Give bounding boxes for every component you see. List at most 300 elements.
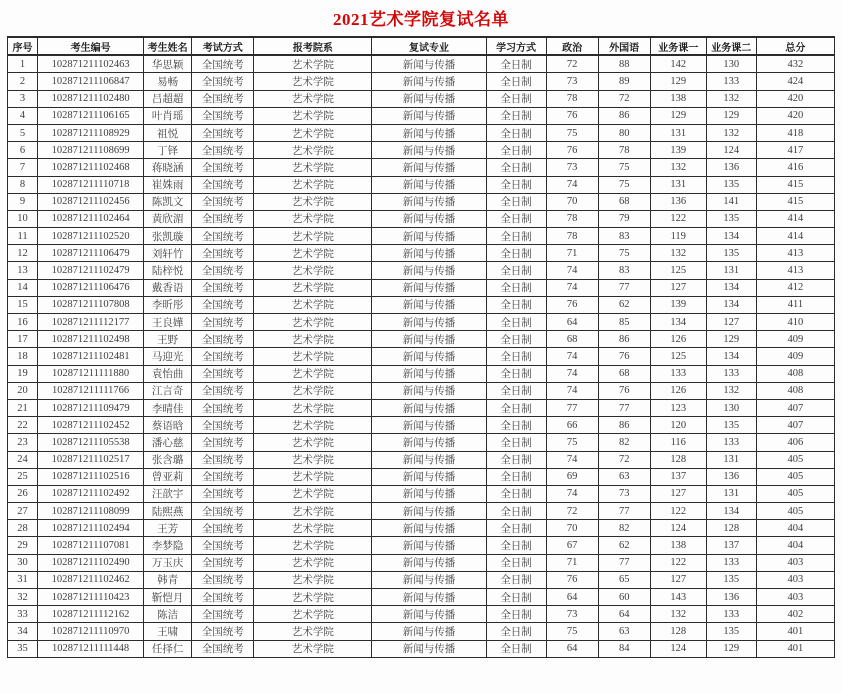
cell-total-score: 403 xyxy=(756,554,834,571)
cell-foreign-language-score: 89 xyxy=(598,73,650,90)
cell-candidate-id: 102871211110718 xyxy=(38,176,144,193)
cell-course-one-score: 127 xyxy=(650,485,706,502)
cell-department: 艺术学院 xyxy=(254,503,372,520)
cell-candidate-name: 刘轩竹 xyxy=(144,245,192,262)
cell-exam-method: 全国统考 xyxy=(192,365,254,382)
cell-course-one-score: 139 xyxy=(650,142,706,159)
cell-exam-method: 全国统考 xyxy=(192,245,254,262)
cell-candidate-name: 黄欣湄 xyxy=(144,210,192,227)
cell-study-mode: 全日制 xyxy=(486,434,546,451)
cell-foreign-language-score: 77 xyxy=(598,554,650,571)
cell-department: 艺术学院 xyxy=(254,193,372,210)
cell-retest-major: 新闻与传播 xyxy=(372,451,486,468)
cell-politics-score: 72 xyxy=(546,503,598,520)
cell-candidate-name: 王野 xyxy=(144,331,192,348)
table-row xyxy=(8,640,835,657)
cell-retest-major: 新闻与传播 xyxy=(372,262,486,279)
cell-retest-major: 新闻与传播 xyxy=(372,142,486,159)
cell-exam-method: 全国统考 xyxy=(192,262,254,279)
cell-seq: 29 xyxy=(8,537,38,554)
cell-foreign-language-score: 68 xyxy=(598,365,650,382)
table-row xyxy=(8,90,835,107)
cell-retest-major: 新闻与传播 xyxy=(372,193,486,210)
cell-candidate-id: 102871211102462 xyxy=(38,571,144,588)
column-header-course-one-score: 业务课一 xyxy=(650,37,706,55)
cell-total-score: 415 xyxy=(756,193,834,210)
cell-politics-score: 64 xyxy=(546,314,598,331)
cell-candidate-id: 102871211112177 xyxy=(38,314,144,331)
cell-seq: 11 xyxy=(8,228,38,245)
cell-department: 艺术学院 xyxy=(254,485,372,502)
cell-candidate-id: 102871211111880 xyxy=(38,365,144,382)
cell-candidate-name: 靳恺月 xyxy=(144,589,192,606)
cell-foreign-language-score: 73 xyxy=(598,485,650,502)
cell-candidate-name: 陈凯文 xyxy=(144,193,192,210)
cell-study-mode: 全日制 xyxy=(486,382,546,399)
cell-course-one-score: 128 xyxy=(650,623,706,640)
cell-candidate-name: 袁怡曲 xyxy=(144,365,192,382)
cell-retest-major: 新闻与传播 xyxy=(372,554,486,571)
cell-department: 艺术学院 xyxy=(254,142,372,159)
cell-politics-score: 64 xyxy=(546,589,598,606)
cell-total-score: 412 xyxy=(756,279,834,296)
cell-total-score: 405 xyxy=(756,451,834,468)
cell-exam-method: 全国统考 xyxy=(192,90,254,107)
cell-politics-score: 78 xyxy=(546,90,598,107)
cell-exam-method: 全国统考 xyxy=(192,399,254,416)
cell-course-one-score: 142 xyxy=(650,55,706,73)
cell-course-one-score: 116 xyxy=(650,434,706,451)
cell-course-two-score: 130 xyxy=(706,55,756,73)
cell-candidate-id: 102871211102481 xyxy=(38,348,144,365)
cell-course-two-score: 132 xyxy=(706,124,756,141)
cell-department: 艺术学院 xyxy=(254,159,372,176)
cell-politics-score: 74 xyxy=(546,176,598,193)
cell-candidate-name: 江言奇 xyxy=(144,382,192,399)
cell-retest-major: 新闻与传播 xyxy=(372,417,486,434)
table-row xyxy=(8,365,835,382)
cell-department: 艺术学院 xyxy=(254,571,372,588)
cell-politics-score: 67 xyxy=(546,537,598,554)
cell-foreign-language-score: 65 xyxy=(598,571,650,588)
cell-foreign-language-score: 78 xyxy=(598,142,650,159)
table-row xyxy=(8,606,835,623)
cell-candidate-name: 陆梓悦 xyxy=(144,262,192,279)
cell-seq: 33 xyxy=(8,606,38,623)
cell-seq: 24 xyxy=(8,451,38,468)
cell-retest-major: 新闻与传播 xyxy=(372,606,486,623)
cell-candidate-id: 102871211107808 xyxy=(38,296,144,313)
cell-seq: 28 xyxy=(8,520,38,537)
cell-study-mode: 全日制 xyxy=(486,245,546,262)
cell-retest-major: 新闻与传播 xyxy=(372,348,486,365)
cell-study-mode: 全日制 xyxy=(486,485,546,502)
cell-course-one-score: 137 xyxy=(650,468,706,485)
table-row xyxy=(8,589,835,606)
table-row xyxy=(8,451,835,468)
cell-department: 艺术学院 xyxy=(254,451,372,468)
cell-candidate-id: 102871211110970 xyxy=(38,623,144,640)
cell-foreign-language-score: 72 xyxy=(598,451,650,468)
cell-candidate-name: 潘心慈 xyxy=(144,434,192,451)
cell-study-mode: 全日制 xyxy=(486,142,546,159)
cell-retest-major: 新闻与传播 xyxy=(372,537,486,554)
cell-study-mode: 全日制 xyxy=(486,73,546,90)
cell-course-two-score: 133 xyxy=(706,365,756,382)
table-row xyxy=(8,382,835,399)
cell-study-mode: 全日制 xyxy=(486,589,546,606)
cell-candidate-id: 102871211106476 xyxy=(38,279,144,296)
cell-exam-method: 全国统考 xyxy=(192,417,254,434)
cell-retest-major: 新闻与传播 xyxy=(372,296,486,313)
cell-exam-method: 全国统考 xyxy=(192,228,254,245)
cell-retest-major: 新闻与传播 xyxy=(372,73,486,90)
cell-study-mode: 全日制 xyxy=(486,399,546,416)
cell-total-score: 417 xyxy=(756,142,834,159)
cell-course-two-score: 131 xyxy=(706,451,756,468)
cell-exam-method: 全国统考 xyxy=(192,73,254,90)
cell-retest-major: 新闻与传播 xyxy=(372,640,486,657)
cell-department: 艺术学院 xyxy=(254,245,372,262)
cell-course-two-score: 129 xyxy=(706,331,756,348)
cell-politics-score: 68 xyxy=(546,331,598,348)
cell-exam-method: 全国统考 xyxy=(192,210,254,227)
cell-retest-major: 新闻与传播 xyxy=(372,176,486,193)
cell-course-one-score: 122 xyxy=(650,210,706,227)
cell-foreign-language-score: 77 xyxy=(598,399,650,416)
cell-candidate-id: 102871211109479 xyxy=(38,399,144,416)
table-row xyxy=(8,245,835,262)
cell-course-two-score: 132 xyxy=(706,382,756,399)
cell-candidate-name: 王啸 xyxy=(144,623,192,640)
cell-course-two-score: 130 xyxy=(706,399,756,416)
cell-seq: 7 xyxy=(8,159,38,176)
cell-course-one-score: 129 xyxy=(650,107,706,124)
cell-retest-major: 新闻与传播 xyxy=(372,382,486,399)
cell-candidate-name: 马迎光 xyxy=(144,348,192,365)
cell-politics-score: 69 xyxy=(546,468,598,485)
cell-seq: 25 xyxy=(8,468,38,485)
cell-foreign-language-score: 86 xyxy=(598,331,650,348)
cell-total-score: 407 xyxy=(756,399,834,416)
cell-study-mode: 全日制 xyxy=(486,468,546,485)
table-row xyxy=(8,279,835,296)
retest-roster-table xyxy=(7,36,835,658)
cell-department: 艺术学院 xyxy=(254,331,372,348)
cell-seq: 2 xyxy=(8,73,38,90)
cell-department: 艺术学院 xyxy=(254,348,372,365)
cell-exam-method: 全国统考 xyxy=(192,485,254,502)
cell-politics-score: 75 xyxy=(546,434,598,451)
cell-study-mode: 全日制 xyxy=(486,296,546,313)
cell-candidate-id: 102871211108099 xyxy=(38,503,144,520)
cell-candidate-name: 陆熙燕 xyxy=(144,503,192,520)
cell-foreign-language-score: 75 xyxy=(598,159,650,176)
cell-foreign-language-score: 77 xyxy=(598,279,650,296)
cell-course-two-score: 124 xyxy=(706,142,756,159)
cell-candidate-id: 102871211105538 xyxy=(38,434,144,451)
cell-politics-score: 70 xyxy=(546,520,598,537)
cell-total-score: 411 xyxy=(756,296,834,313)
cell-exam-method: 全国统考 xyxy=(192,468,254,485)
cell-study-mode: 全日制 xyxy=(486,640,546,657)
cell-department: 艺术学院 xyxy=(254,210,372,227)
cell-retest-major: 新闻与传播 xyxy=(372,90,486,107)
cell-candidate-id: 102871211102452 xyxy=(38,417,144,434)
cell-total-score: 409 xyxy=(756,348,834,365)
cell-politics-score: 74 xyxy=(546,365,598,382)
cell-course-one-score: 122 xyxy=(650,554,706,571)
cell-exam-method: 全国统考 xyxy=(192,331,254,348)
cell-course-two-score: 135 xyxy=(706,623,756,640)
table-row xyxy=(8,55,835,73)
cell-politics-score: 72 xyxy=(546,55,598,73)
cell-foreign-language-score: 79 xyxy=(598,210,650,227)
cell-total-score: 405 xyxy=(756,485,834,502)
cell-total-score: 401 xyxy=(756,623,834,640)
cell-foreign-language-score: 84 xyxy=(598,640,650,657)
cell-politics-score: 76 xyxy=(546,296,598,313)
table-row xyxy=(8,417,835,434)
cell-department: 艺术学院 xyxy=(254,90,372,107)
cell-politics-score: 77 xyxy=(546,399,598,416)
cell-foreign-language-score: 86 xyxy=(598,417,650,434)
column-header-retest-major: 复试专业 xyxy=(372,37,486,55)
cell-seq: 1 xyxy=(8,55,38,73)
cell-seq: 31 xyxy=(8,571,38,588)
cell-course-one-score: 131 xyxy=(650,176,706,193)
cell-course-one-score: 138 xyxy=(650,537,706,554)
cell-candidate-name: 戴香语 xyxy=(144,279,192,296)
cell-candidate-id: 102871211102494 xyxy=(38,520,144,537)
cell-foreign-language-score: 83 xyxy=(598,262,650,279)
table-row xyxy=(8,314,835,331)
cell-exam-method: 全国统考 xyxy=(192,520,254,537)
cell-foreign-language-score: 68 xyxy=(598,193,650,210)
cell-seq: 30 xyxy=(8,554,38,571)
cell-department: 艺术学院 xyxy=(254,228,372,245)
cell-department: 艺术学院 xyxy=(254,606,372,623)
cell-seq: 32 xyxy=(8,589,38,606)
cell-retest-major: 新闻与传播 xyxy=(372,124,486,141)
cell-seq: 26 xyxy=(8,485,38,502)
cell-total-score: 407 xyxy=(756,417,834,434)
cell-politics-score: 71 xyxy=(546,554,598,571)
cell-exam-method: 全国统考 xyxy=(192,348,254,365)
cell-department: 艺术学院 xyxy=(254,537,372,554)
cell-course-one-score: 133 xyxy=(650,365,706,382)
cell-politics-score: 78 xyxy=(546,228,598,245)
cell-course-one-score: 131 xyxy=(650,124,706,141)
column-header-candidate-name: 考生姓名 xyxy=(144,37,192,55)
cell-course-one-score: 132 xyxy=(650,159,706,176)
cell-politics-score: 78 xyxy=(546,210,598,227)
cell-candidate-id: 102871211108929 xyxy=(38,124,144,141)
cell-course-one-score: 124 xyxy=(650,520,706,537)
cell-course-one-score: 120 xyxy=(650,417,706,434)
cell-candidate-id: 102871211111448 xyxy=(38,640,144,657)
cell-department: 艺术学院 xyxy=(254,382,372,399)
cell-course-two-score: 134 xyxy=(706,279,756,296)
cell-course-two-score: 133 xyxy=(706,606,756,623)
cell-seq: 14 xyxy=(8,279,38,296)
cell-seq: 19 xyxy=(8,365,38,382)
cell-department: 艺术学院 xyxy=(254,640,372,657)
cell-candidate-name: 韩青 xyxy=(144,571,192,588)
table-row xyxy=(8,296,835,313)
cell-retest-major: 新闻与传播 xyxy=(372,55,486,73)
cell-course-one-score: 134 xyxy=(650,314,706,331)
cell-course-two-score: 136 xyxy=(706,468,756,485)
cell-course-two-score: 135 xyxy=(706,571,756,588)
cell-candidate-name: 华思颖 xyxy=(144,55,192,73)
cell-course-two-score: 133 xyxy=(706,73,756,90)
cell-exam-method: 全国统考 xyxy=(192,451,254,468)
cell-seq: 10 xyxy=(8,210,38,227)
cell-department: 艺术学院 xyxy=(254,589,372,606)
cell-course-two-score: 129 xyxy=(706,640,756,657)
cell-course-two-score: 134 xyxy=(706,228,756,245)
cell-department: 艺术学院 xyxy=(254,520,372,537)
cell-politics-score: 74 xyxy=(546,279,598,296)
cell-exam-method: 全国统考 xyxy=(192,279,254,296)
cell-exam-method: 全国统考 xyxy=(192,107,254,124)
cell-foreign-language-score: 75 xyxy=(598,245,650,262)
cell-course-two-score: 134 xyxy=(706,296,756,313)
cell-seq: 16 xyxy=(8,314,38,331)
cell-course-two-score: 137 xyxy=(706,537,756,554)
cell-course-two-score: 135 xyxy=(706,176,756,193)
cell-total-score: 432 xyxy=(756,55,834,73)
cell-study-mode: 全日制 xyxy=(486,451,546,468)
cell-politics-score: 73 xyxy=(546,606,598,623)
cell-department: 艺术学院 xyxy=(254,279,372,296)
cell-course-two-score: 135 xyxy=(706,417,756,434)
cell-course-two-score: 135 xyxy=(706,245,756,262)
cell-course-one-score: 124 xyxy=(650,640,706,657)
cell-seq: 20 xyxy=(8,382,38,399)
cell-foreign-language-score: 88 xyxy=(598,55,650,73)
cell-study-mode: 全日制 xyxy=(486,314,546,331)
cell-total-score: 401 xyxy=(756,640,834,657)
cell-department: 艺术学院 xyxy=(254,399,372,416)
cell-total-score: 415 xyxy=(756,176,834,193)
cell-study-mode: 全日制 xyxy=(486,176,546,193)
cell-study-mode: 全日制 xyxy=(486,262,546,279)
cell-exam-method: 全国统考 xyxy=(192,193,254,210)
cell-candidate-id: 102871211102517 xyxy=(38,451,144,468)
cell-candidate-id: 102871211106847 xyxy=(38,73,144,90)
cell-total-score: 402 xyxy=(756,606,834,623)
cell-total-score: 413 xyxy=(756,262,834,279)
cell-study-mode: 全日制 xyxy=(486,159,546,176)
cell-candidate-id: 102871211102479 xyxy=(38,262,144,279)
table-row xyxy=(8,399,835,416)
cell-retest-major: 新闻与传播 xyxy=(372,228,486,245)
column-header-study-mode: 学习方式 xyxy=(486,37,546,55)
cell-course-one-score: 126 xyxy=(650,331,706,348)
cell-foreign-language-score: 80 xyxy=(598,124,650,141)
cell-study-mode: 全日制 xyxy=(486,554,546,571)
cell-study-mode: 全日制 xyxy=(486,537,546,554)
cell-foreign-language-score: 63 xyxy=(598,468,650,485)
cell-foreign-language-score: 76 xyxy=(598,348,650,365)
column-header-candidate-id: 考生编号 xyxy=(38,37,144,55)
cell-study-mode: 全日制 xyxy=(486,365,546,382)
cell-course-one-score: 143 xyxy=(650,589,706,606)
cell-candidate-name: 蒋晓涵 xyxy=(144,159,192,176)
cell-total-score: 410 xyxy=(756,314,834,331)
cell-seq: 35 xyxy=(8,640,38,657)
cell-candidate-name: 曾亚莉 xyxy=(144,468,192,485)
cell-study-mode: 全日制 xyxy=(486,348,546,365)
cell-seq: 22 xyxy=(8,417,38,434)
cell-candidate-id: 102871211102516 xyxy=(38,468,144,485)
cell-course-one-score: 127 xyxy=(650,571,706,588)
cell-candidate-name: 李晴佳 xyxy=(144,399,192,416)
cell-candidate-id: 102871211111766 xyxy=(38,382,144,399)
cell-seq: 23 xyxy=(8,434,38,451)
cell-study-mode: 全日制 xyxy=(486,417,546,434)
cell-retest-major: 新闻与传播 xyxy=(372,520,486,537)
column-header-politics-score: 政治 xyxy=(546,37,598,55)
cell-exam-method: 全国统考 xyxy=(192,537,254,554)
cell-exam-method: 全国统考 xyxy=(192,589,254,606)
cell-course-two-score: 127 xyxy=(706,314,756,331)
cell-department: 艺术学院 xyxy=(254,468,372,485)
cell-study-mode: 全日制 xyxy=(486,331,546,348)
cell-department: 艺术学院 xyxy=(254,73,372,90)
cell-department: 艺术学院 xyxy=(254,176,372,193)
cell-study-mode: 全日制 xyxy=(486,279,546,296)
cell-foreign-language-score: 60 xyxy=(598,589,650,606)
cell-retest-major: 新闻与传播 xyxy=(372,468,486,485)
cell-politics-score: 76 xyxy=(546,107,598,124)
cell-exam-method: 全国统考 xyxy=(192,176,254,193)
cell-seq: 5 xyxy=(8,124,38,141)
cell-course-one-score: 125 xyxy=(650,262,706,279)
cell-course-one-score: 123 xyxy=(650,399,706,416)
cell-exam-method: 全国统考 xyxy=(192,571,254,588)
cell-candidate-id: 102871211102490 xyxy=(38,554,144,571)
cell-study-mode: 全日制 xyxy=(486,90,546,107)
table-row xyxy=(8,520,835,537)
cell-seq: 9 xyxy=(8,193,38,210)
cell-candidate-name: 蔡语晗 xyxy=(144,417,192,434)
column-header-course-two-score: 业务课二 xyxy=(706,37,756,55)
cell-foreign-language-score: 77 xyxy=(598,503,650,520)
cell-politics-score: 73 xyxy=(546,159,598,176)
column-header-total-score: 总分 xyxy=(756,37,834,55)
cell-total-score: 405 xyxy=(756,468,834,485)
cell-seq: 15 xyxy=(8,296,38,313)
page-title: 2021艺术学院复试名单 xyxy=(333,10,509,29)
cell-department: 艺术学院 xyxy=(254,107,372,124)
cell-course-two-score: 131 xyxy=(706,262,756,279)
cell-politics-score: 76 xyxy=(546,571,598,588)
cell-course-one-score: 138 xyxy=(650,90,706,107)
cell-politics-score: 75 xyxy=(546,124,598,141)
cell-retest-major: 新闻与传播 xyxy=(372,331,486,348)
cell-exam-method: 全国统考 xyxy=(192,142,254,159)
cell-retest-major: 新闻与传播 xyxy=(372,245,486,262)
column-header-seq: 序号 xyxy=(8,37,38,55)
cell-course-one-score: 129 xyxy=(650,73,706,90)
cell-course-one-score: 127 xyxy=(650,279,706,296)
table-row xyxy=(8,434,835,451)
cell-course-two-score: 134 xyxy=(706,503,756,520)
cell-politics-score: 66 xyxy=(546,417,598,434)
